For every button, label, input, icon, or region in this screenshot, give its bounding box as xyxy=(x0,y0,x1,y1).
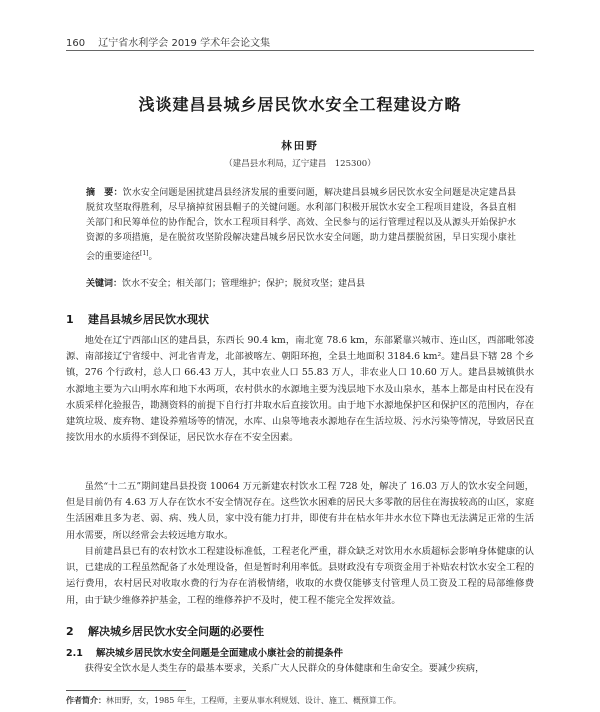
section-1-heading xyxy=(66,311,209,327)
section-2-number: 2 xyxy=(66,625,74,638)
keywords xyxy=(86,277,516,292)
header-rule xyxy=(66,50,534,51)
running-header xyxy=(66,34,534,49)
footnote-rule xyxy=(66,690,186,691)
keywords-text: 饮水不安全；相关部门；管理维护；保护；脱贫攻坚；建昌县 xyxy=(122,279,366,289)
abstract-end: 。 xyxy=(148,252,158,262)
footnote-label: 作者简介： xyxy=(66,695,106,705)
abstract-citation: [1] xyxy=(140,250,149,257)
page-number: 160 xyxy=(66,38,86,49)
author-footnote xyxy=(66,695,401,706)
section-1-number: 1 xyxy=(66,313,74,326)
footnote-text: 林田野，女，1985 年生，工程师，主要从事水利规划、设计、施工、概预算工作。 xyxy=(106,696,401,705)
subsection-2-1-heading xyxy=(66,645,343,659)
section-1-title: 建昌县城乡居民饮水现状 xyxy=(88,313,209,326)
subsection-2-1-title: 解决城乡居民饮水安全问题是全面建成小康社会的前提条件 xyxy=(96,648,344,659)
section-2-heading xyxy=(66,623,264,639)
author-affiliation: （建昌县水利局，辽宁建昌 125300） xyxy=(224,159,376,169)
section-1-paragraph-2: 虽然“十二五”期间建昌县投资 10064 万元新建农村饮水工程 728 处，解决了 16.03 万人的饮水安全问题，但是目前仍有 4.63 万人存在饮水不安全情况存在。这些饮水困难的居民大多零散的居住在海拔较高的山区，家庭生活困难且多为老、弱、病、残人员，家中没有能力打井，即使有井在枯水年井水水位下降也无法满足正常的生活用水需要，所以经常会去较远地方取水。 xyxy=(66,481,534,541)
section-1-paragraph-3: 目前建昌县已有的农村饮水工程建设标准低，工程老化严重，群众缺乏对饮用水水质超标会影响身体健康的认识，已建成的工程虽然配备了水处理设备，但是暂时利用率低。县财政没有专项资金用于补贴农村饮水安全工程的运行费用，农村居民对收取水费的行为存在消极情绪，收取的水费仅能够支付管理人员工资及工程的局部维修费用，由于缺少维修养护基金，工程的维修养护不及时，使工程不能完全发挥效益。 xyxy=(66,546,534,606)
subsection-2-1-paragraph: 获得安全饮水是人类生存的最基本要求，关系广大人民群众的身体健康和生命安全。要减少疾病， xyxy=(84,663,485,674)
journal-name: 辽宁省水利学会 2019 学术年会论文集 xyxy=(98,38,271,49)
section-2-title: 解决城乡居民饮水安全问题的必要性 xyxy=(88,625,264,638)
abstract-label: 摘 要： xyxy=(86,188,123,198)
abstract xyxy=(86,186,516,265)
paper-title: 浅谈建昌县城乡居民饮水安全工程建设方略 xyxy=(138,95,462,114)
section-1-paragraph-1: 地处在辽宁西部山区的建昌县，东西长 90.4 km，南北宽 78.6 km，东部紧靠兴城市、连山区，西部毗邻凌源、南部接辽宁省绥中、河北省青龙，北部被喀左、朝阳环抱，全县土地面积 3184.6 km²。建昌县下辖 28 个乡镇，276 个行政村，总人口 66.43 万人，其中农业人口 55.83 万人，非农业人口 10.60 万人。建昌县城镇供水水源地主要为六山明水库和地下水两项，农村供水的水源地主要为浅层地下水及山泉水，基本上都是由村民在没有水质采样化验报告，勘测资料的前提下自行打井取水后直接饮用。由于地下水源地保护区和保护区的范围内，存在建筑垃圾、废弃物、建设养殖场等的情况，水库、山泉等地表水源地存在生活垃圾、污水污染等情况，导致居民直接饮用水的水质得不到保证，居民饮水存在不安全因素。 xyxy=(66,335,534,444)
subsection-2-1-number: 2.1 xyxy=(66,648,83,659)
abstract-text: 饮水安全问题是困扰建昌县经济发展的重要问题，解决建昌县城乡居民饮水安全问题是决定建昌县脱贫攻坚取得胜利，尽早摘掉贫困县帽子的关键问题。水利部门积极开展饮水安全工程项目建设，各县直相关部门和民筹单位的协作配合，饮水工程项目科学、高效、全民参与的运行管理过程以及从源头开始保护水资源的多项措施，是在脱贫攻坚阶段解决建昌城乡居民饮水安全问题，助力建昌摆脱贫困，早日实现小康社会的重要途径 xyxy=(86,188,516,262)
keywords-label: 关键词： xyxy=(86,279,123,289)
author-name: 林田野 xyxy=(281,140,319,152)
